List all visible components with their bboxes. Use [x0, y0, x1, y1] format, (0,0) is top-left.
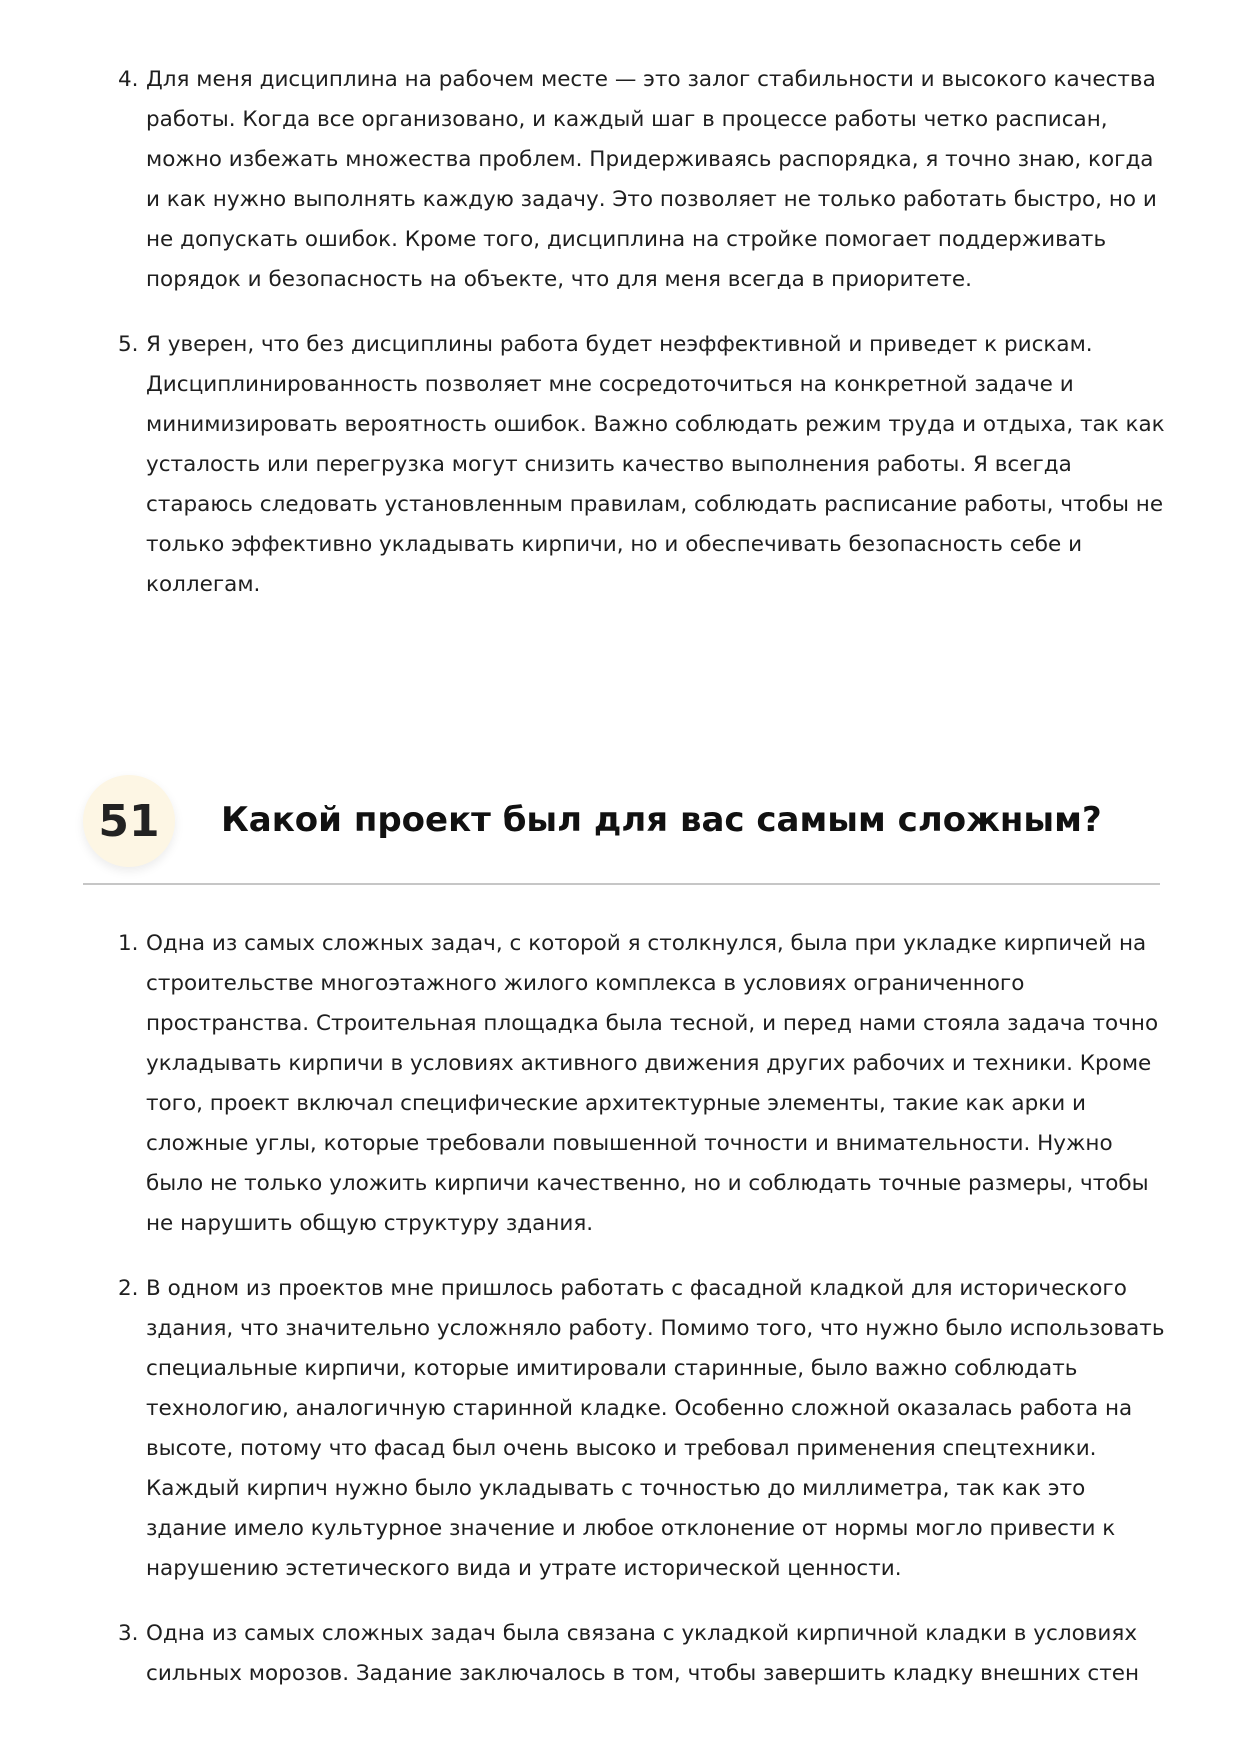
list-item-text: Я уверен, что без дисциплины работа будет неэффективной и приведет к рискам. Дисциплинированность позволяет мне сосредоточиться на конкретной задаче и минимизировать вероятность ошибок. Важно соблюдать режим труда и отдыха, так как усталость или перегрузка могут снизить качество выполнения работы. Я всегда стараюсь следовать установленным правилам, соблюдать расписание работы, чтобы не только эффективно укладывать кирпичи, но и обеспечивать безопасность себе и коллегам. [146, 332, 1165, 597]
list-item-text: Одна из самых сложных задач была связана с укладкой кирпичной кладки в условиях сильных морозов. Задание заключалось в том, чтобы завершить кладку внешних стен [146, 1621, 1140, 1686]
list-item-text: Для меня дисциплина на рабочем месте — это залог стабильности и высокого качества работы. Когда все организовано, и каждый шаг в процессе работы четко расписан, можно избежать множества проблем. Придерживаясь распорядка, я точно знаю, когда и как нужно выполнять каждую задачу. Это позволяет не только работать быстро, но и не допускать ошибок. Кроме того, дисциплина на стройке помогает поддерживать порядок и безопасность на объекте, что для меня всегда в приоритете. [146, 67, 1157, 292]
list-item-number: 2. [118, 1276, 139, 1301]
list-item [118, 325, 1168, 605]
list-item [118, 60, 1168, 300]
list-item-text: Одна из самых сложных задач, с которой я столкнулся, была при укладке кирпичей на строительстве многоэтажного жилого комплекса в условиях ограниченного пространства. Строительная площадка была тесной, и перед нами стояла задача точно укладывать кирпичи в условиях активного движения других рабочих и техники. Кроме того, проект включал специфические архитектурные элементы, такие как арки и сложные углы, которые требовали повышенной точности и внимательности. Нужно было не только уложить кирпичи качественно, но и соблюдать точные размеры, чтобы не нарушить общую структуру здания. [146, 931, 1159, 1236]
question-number-badge: 51 [83, 775, 175, 867]
list-item-text: В одном из проектов мне пришлось работать с фасадной кладкой для исторического здания, что значительно усложняло работу. Помимо того, что нужно было использовать специальные кирпичи, которые имитировали старинные, было важно соблюдать технологию, аналогичную старинной кладке. Особенно сложной оказалась работа на высоте, потому что фасад был очень высоко и требовал применения спецтехники. Каждый кирпич нужно было укладывать с точностью до миллиметра, так как это здание имело культурное значение и любое отклонение от нормы могло привести к нарушению эстетического вида и утрате исторической ценности. [146, 1276, 1165, 1581]
list-item-number: 4. [118, 67, 139, 92]
list-item-number: 1. [118, 931, 139, 956]
list-item-number: 5. [118, 332, 139, 357]
section-divider [83, 883, 1160, 885]
list-item [118, 924, 1168, 1244]
question-title: Какой проект был для вас самым сложным? [221, 800, 1102, 840]
list-item-number: 3. [118, 1621, 139, 1646]
list-item [118, 1269, 1168, 1589]
question-header [83, 775, 1160, 885]
list-item [118, 1614, 1168, 1694]
